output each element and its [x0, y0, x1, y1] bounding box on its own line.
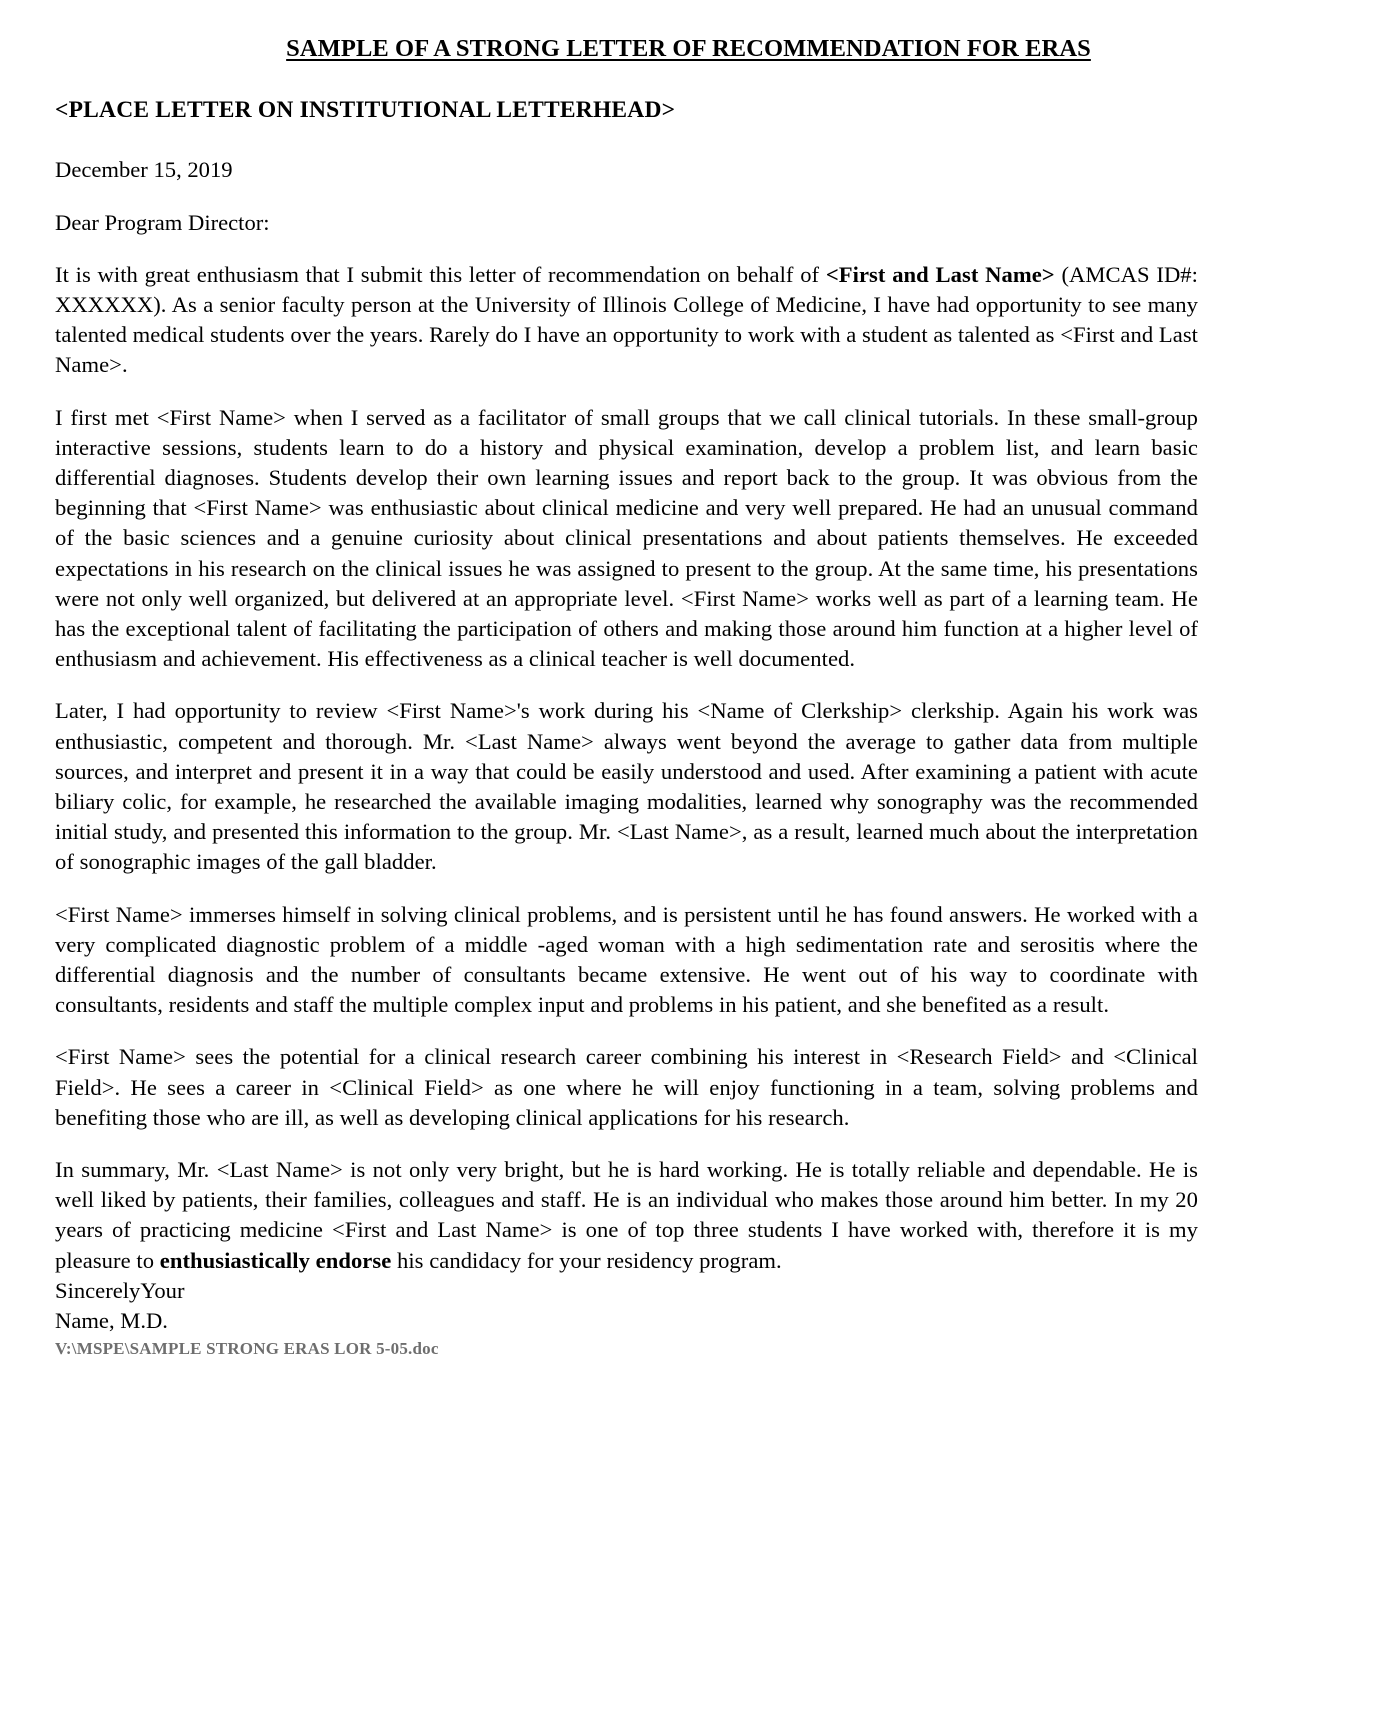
- endorsement-emphasis: enthusiastically endorse: [159, 1247, 392, 1273]
- letterhead-instruction: <PLACE LETTER ON INSTITUTIONAL LETTERHEAD>: [55, 97, 676, 123]
- signature-block: [55, 1276, 1198, 1336]
- letter-body: [55, 96, 1198, 1360]
- candidate-name-placeholder: <First and Last Name>: [825, 261, 1055, 287]
- paragraph-1-part-a: It is with great enthusiasm that I submit this letter of recommendation on behalf of: [55, 261, 826, 287]
- paragraph-4: <First Name> immerses himself in solving clinical problems, and is persistent until he has found answers. He worked with a very complicated diagnostic problem of a middle -aged woman with a high sedimentation rate and serositis where the differential diagnosis and the number of consultants became extensive. He went out of his way to coordinate with consultants, residents and staff the multiple complex input and problems in his patient, and she benefited as a result.: [55, 901, 1198, 1018]
- paragraph-6: [55, 1155, 1198, 1276]
- page-title: [0, 36, 1377, 63]
- letter-salutation: Dear Program Director:: [55, 209, 270, 235]
- paragraph-6-part-b: his candidacy for your residency program.: [391, 1247, 782, 1273]
- sincerely-line: SincerelyYour: [55, 1277, 185, 1303]
- paragraph-6-part-a: In summary, Mr. <Last Name> is not only very bright, but he is hard working. He is totally reliable and dependable. He is well liked by patients, their families, colleagues and staff. He is an individual who makes those around him better. In my 20 years of practicing medicine <First and Last Name> is one of top three students I have worked with, therefore it is my pleasure to: [55, 1157, 1198, 1273]
- paragraph-3: Later, I had opportunity to review <First Name>'s work during his <Name of Clerkship> clerkship. Again his work was enthusiastic, competent and thorough. Mr. <Last Name> always went beyond the average to gather data from multiple sources, and interpret and present it in a way that could be easily understood and used. After examining a patient with acute biliary colic, for example, he researched the available imaging modalities, learned why sonography was the recommended initial study, and presented this information to the group. Mr. <Last Name>, as a result, learned much about the interpretation of sonographic images of the gall bladder.: [55, 698, 1198, 875]
- document-file-path: V:\MSPE\SAMPLE STRONG ERAS LOR 5-05.doc: [55, 1339, 439, 1359]
- letter-date: December 15, 2019: [55, 157, 233, 183]
- paragraph-1: [55, 260, 1198, 381]
- page-title-text: SAMPLE OF A STRONG LETTER OF RECOMMENDATION FOR ERAS: [286, 35, 1091, 62]
- signer-name-line: Name, M.D.: [55, 1308, 168, 1334]
- paragraph-5: <First Name> sees the potential for a clinical research career combining his interest in <Research Field> and <Clinical Field>. He sees a career in <Clinical Field> as one where he will enjoy functioning in a team, solving problems and benefiting those who are ill, as well as developing clinical applications for his research.: [55, 1044, 1198, 1130]
- paragraph-2: I first met <First Name> when I served as a facilitator of small groups that we call clinical tutorials. In these small-group interactive sessions, students learn to do a history and physical examination, develop a problem list, and learn basic differential diagnoses. Students develop their own learning issues and report back to the group. It was obvious from the beginning that <First Name> was enthusiastic about clinical medicine and very well prepared. He had an unusual command of the basic sciences and a genuine curiosity about clinical presentations and about patients themselves. He exceeded expectations in his research on the clinical issues he was assigned to present to the group. At the same time, his presentations were not only well organized, but delivered at an appropriate level. <First Name> works well as part of a learning team. He has the exceptional talent of facilitating the participation of others and making those around him function at a higher level of enthusiasm and achievement. His effectiveness as a clinical teacher is well documented.: [55, 404, 1198, 672]
- paragraph-1-part-b: (AMCAS ID#: XXXXXX). As a senior faculty person at the University of Illinois College of Medicine, I have had opportunity to see many talented medical students over the years. Rarely do I have an opportunity to work with a student as talented as <First and Last Name>.: [55, 261, 1198, 378]
